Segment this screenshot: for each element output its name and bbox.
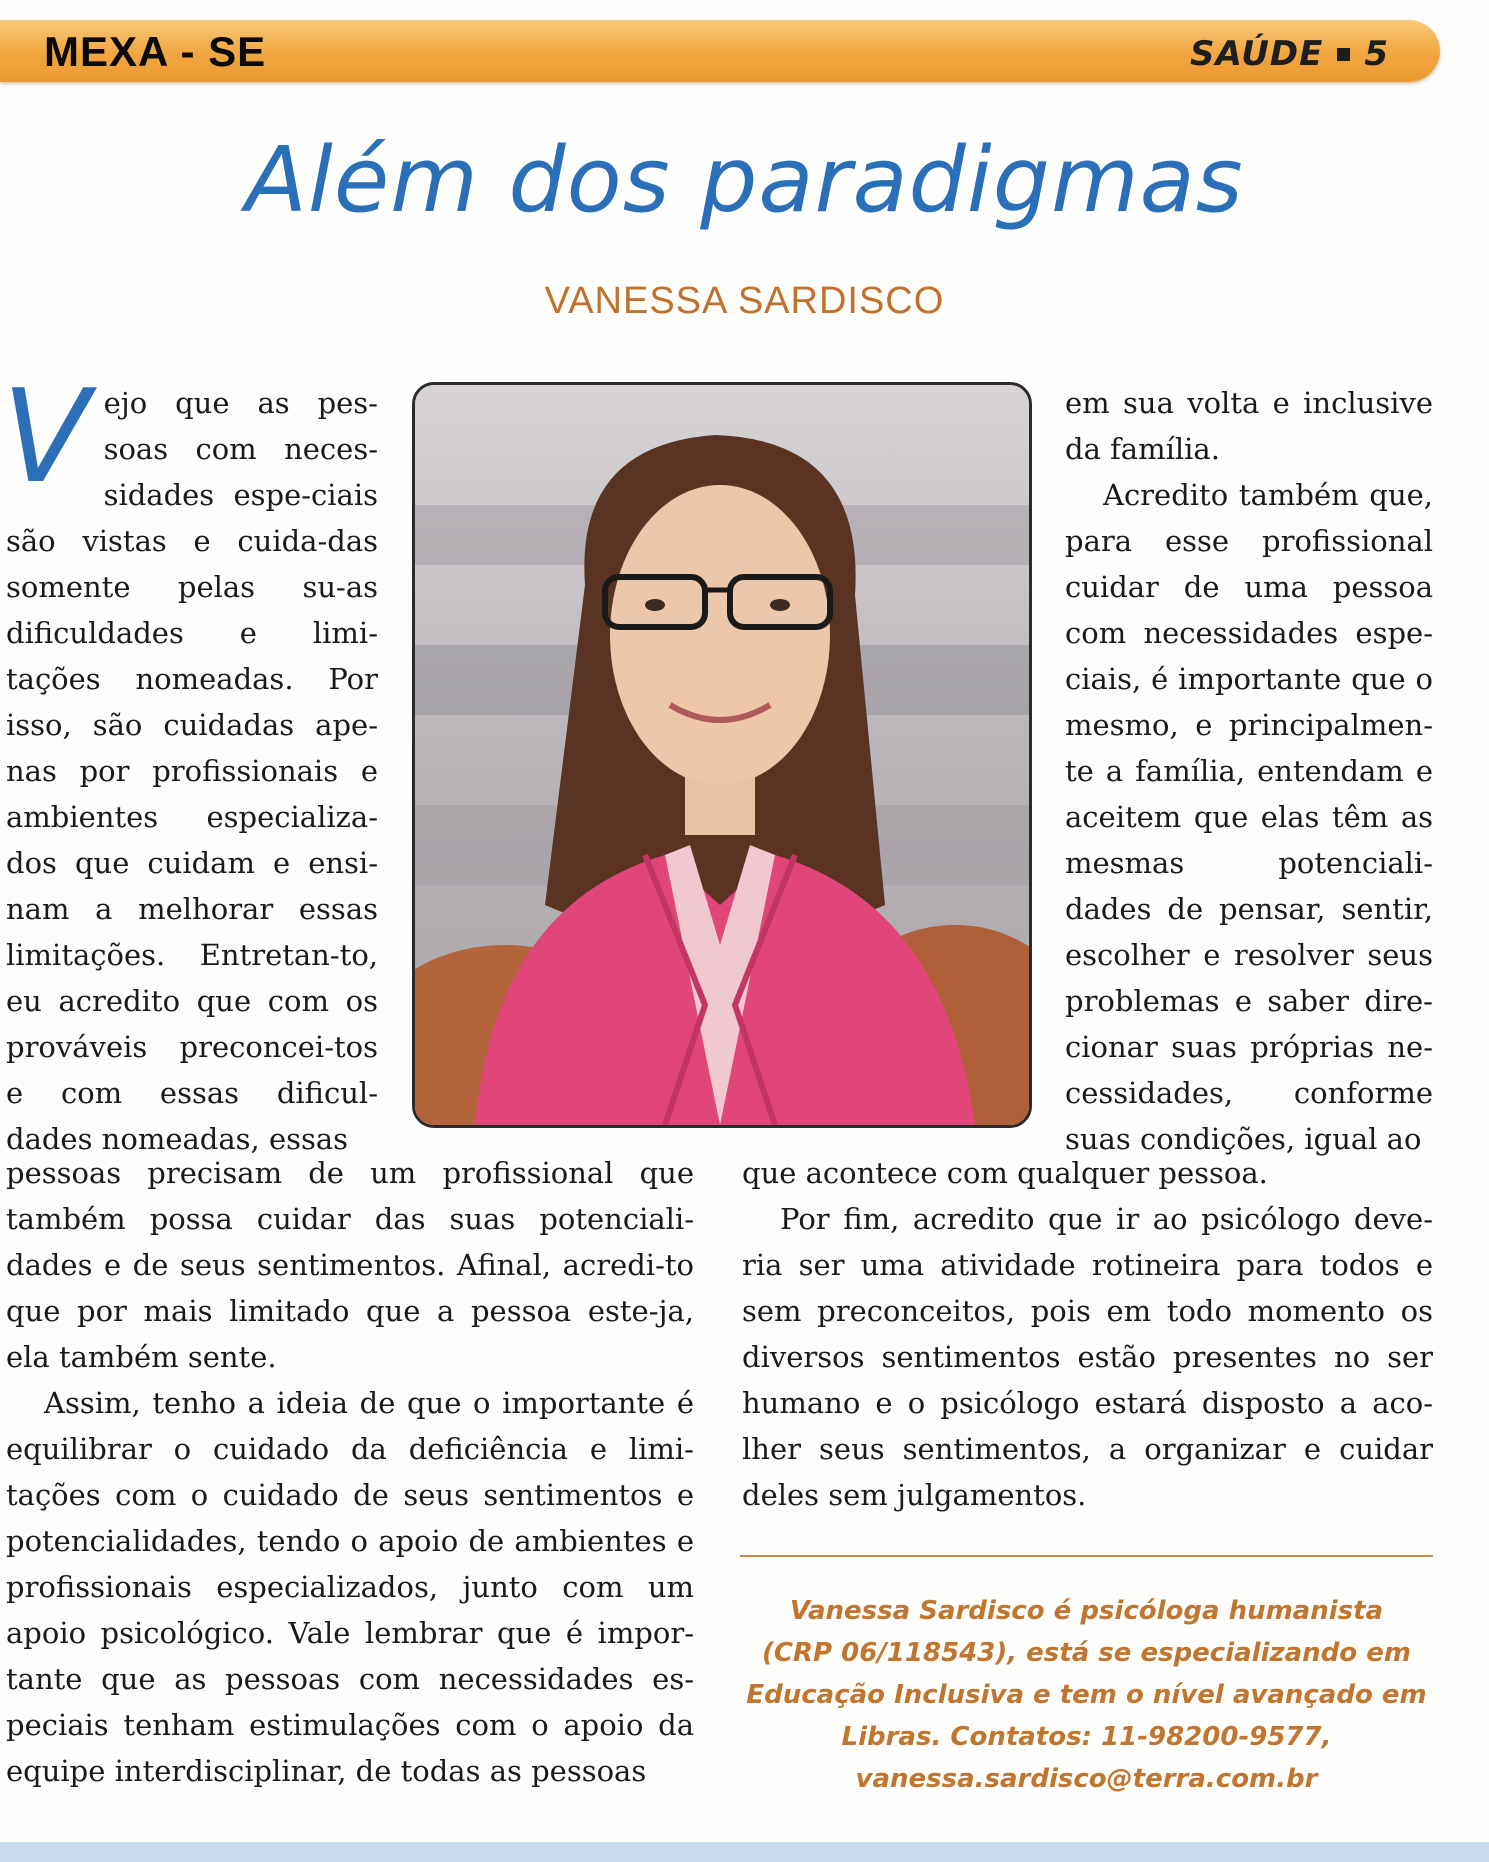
bio-line: Libras. Contatos: 11-98200-9577, [841,1722,1332,1752]
paragraph-col3-start: em sua volta e inclusive da família. [1065,386,1433,466]
author-photo [412,382,1032,1128]
paragraph-second: Assim, tenho a ideia de que o importante é equilibrar o cuidado da deficiência e limi-tações com o cuidado de seus sentimentos e potencialidades, tendo o apoio de ambientes e profissionais especializados, junto com um apoio psicológico. Vale lembrar que é impor-tante que as pessoas com necessidades es-peciais tenham estimulações com o apoio da equipe interdisciplinar, de todas as pessoas [6,1386,694,1788]
section-category: SAÚDE [1189,34,1324,74]
article-author: VANESSA SARDISCO [544,280,945,322]
square-bullet-icon [1337,48,1350,61]
drop-cap: V [2,363,90,512]
bio-line: Educação Inclusiva e tem o nível avançado em [746,1680,1427,1710]
paragraph-col3-final: Por fim, acredito que ir ao psicólogo deve-ria ser uma atividade rotineira para todos e sem preconceitos, pois em todo momento os diversos sentimentos estão presentes no ser humano e o psicólogo estará disposto a aco-lher seus sentimentos, a organizar e cuidar deles sem julgamentos. [742,1202,1433,1512]
bio-email: vanessa.sardisco@terra.com.br [855,1764,1318,1794]
section-name: MEXA - SE [44,28,267,75]
bio-line: (CRP 06/118543), está se especializando em [762,1638,1411,1668]
article-title: Além dos paradigmas [245,128,1244,233]
bio-line: Vanessa Sardisco é psicóloga humanista [789,1596,1384,1626]
paragraph-col3-continued: que acontece com qualquer pessoa. [742,1156,1268,1190]
section-page-label [1190,34,1389,74]
paragraph-intro-continued: pessoas precisam de um profissional que também possa cuidar das suas potenciali-dades e de seus sentimentos. Afinal, acredi-to que por mais limitado que a pessoa este-ja, ela também sente. [6,1156,694,1374]
paragraph-intro [2,363,378,1162]
bottom-band [0,1842,1489,1862]
author-bio [740,1590,1433,1800]
intro-text: ejo que as pes-soas com neces-sidades espe-ciais são vistas e cuida-das somente pelas su-as dificuldades e limi-tações nomeadas. Por isso, são cuidadas ape-nas por profissionais e ambientes especializa-dos que cuidam e ensi-nam a melhorar essas limitações. Entretan-to, eu acredito que com os prováveis preconcei-tos e com essas dificul-dades nomeadas, essas [6,386,378,1156]
page-number: 5 [1364,34,1389,74]
paragraph-col3-second: Acredito também que, para esse profissional cuidar de uma pessoa com necessidades espe-ciais, é importante que o mesmo, e principalmen-te a família, entendam e aceitem que elas têm as mesmas potenciali-dades de pensar, sentir, escolher e resolver seus problemas e saber dire-cionar suas próprias ne-cessidades, conforme suas condições, igual ao [1065,478,1433,1156]
bio-separator [740,1555,1433,1557]
